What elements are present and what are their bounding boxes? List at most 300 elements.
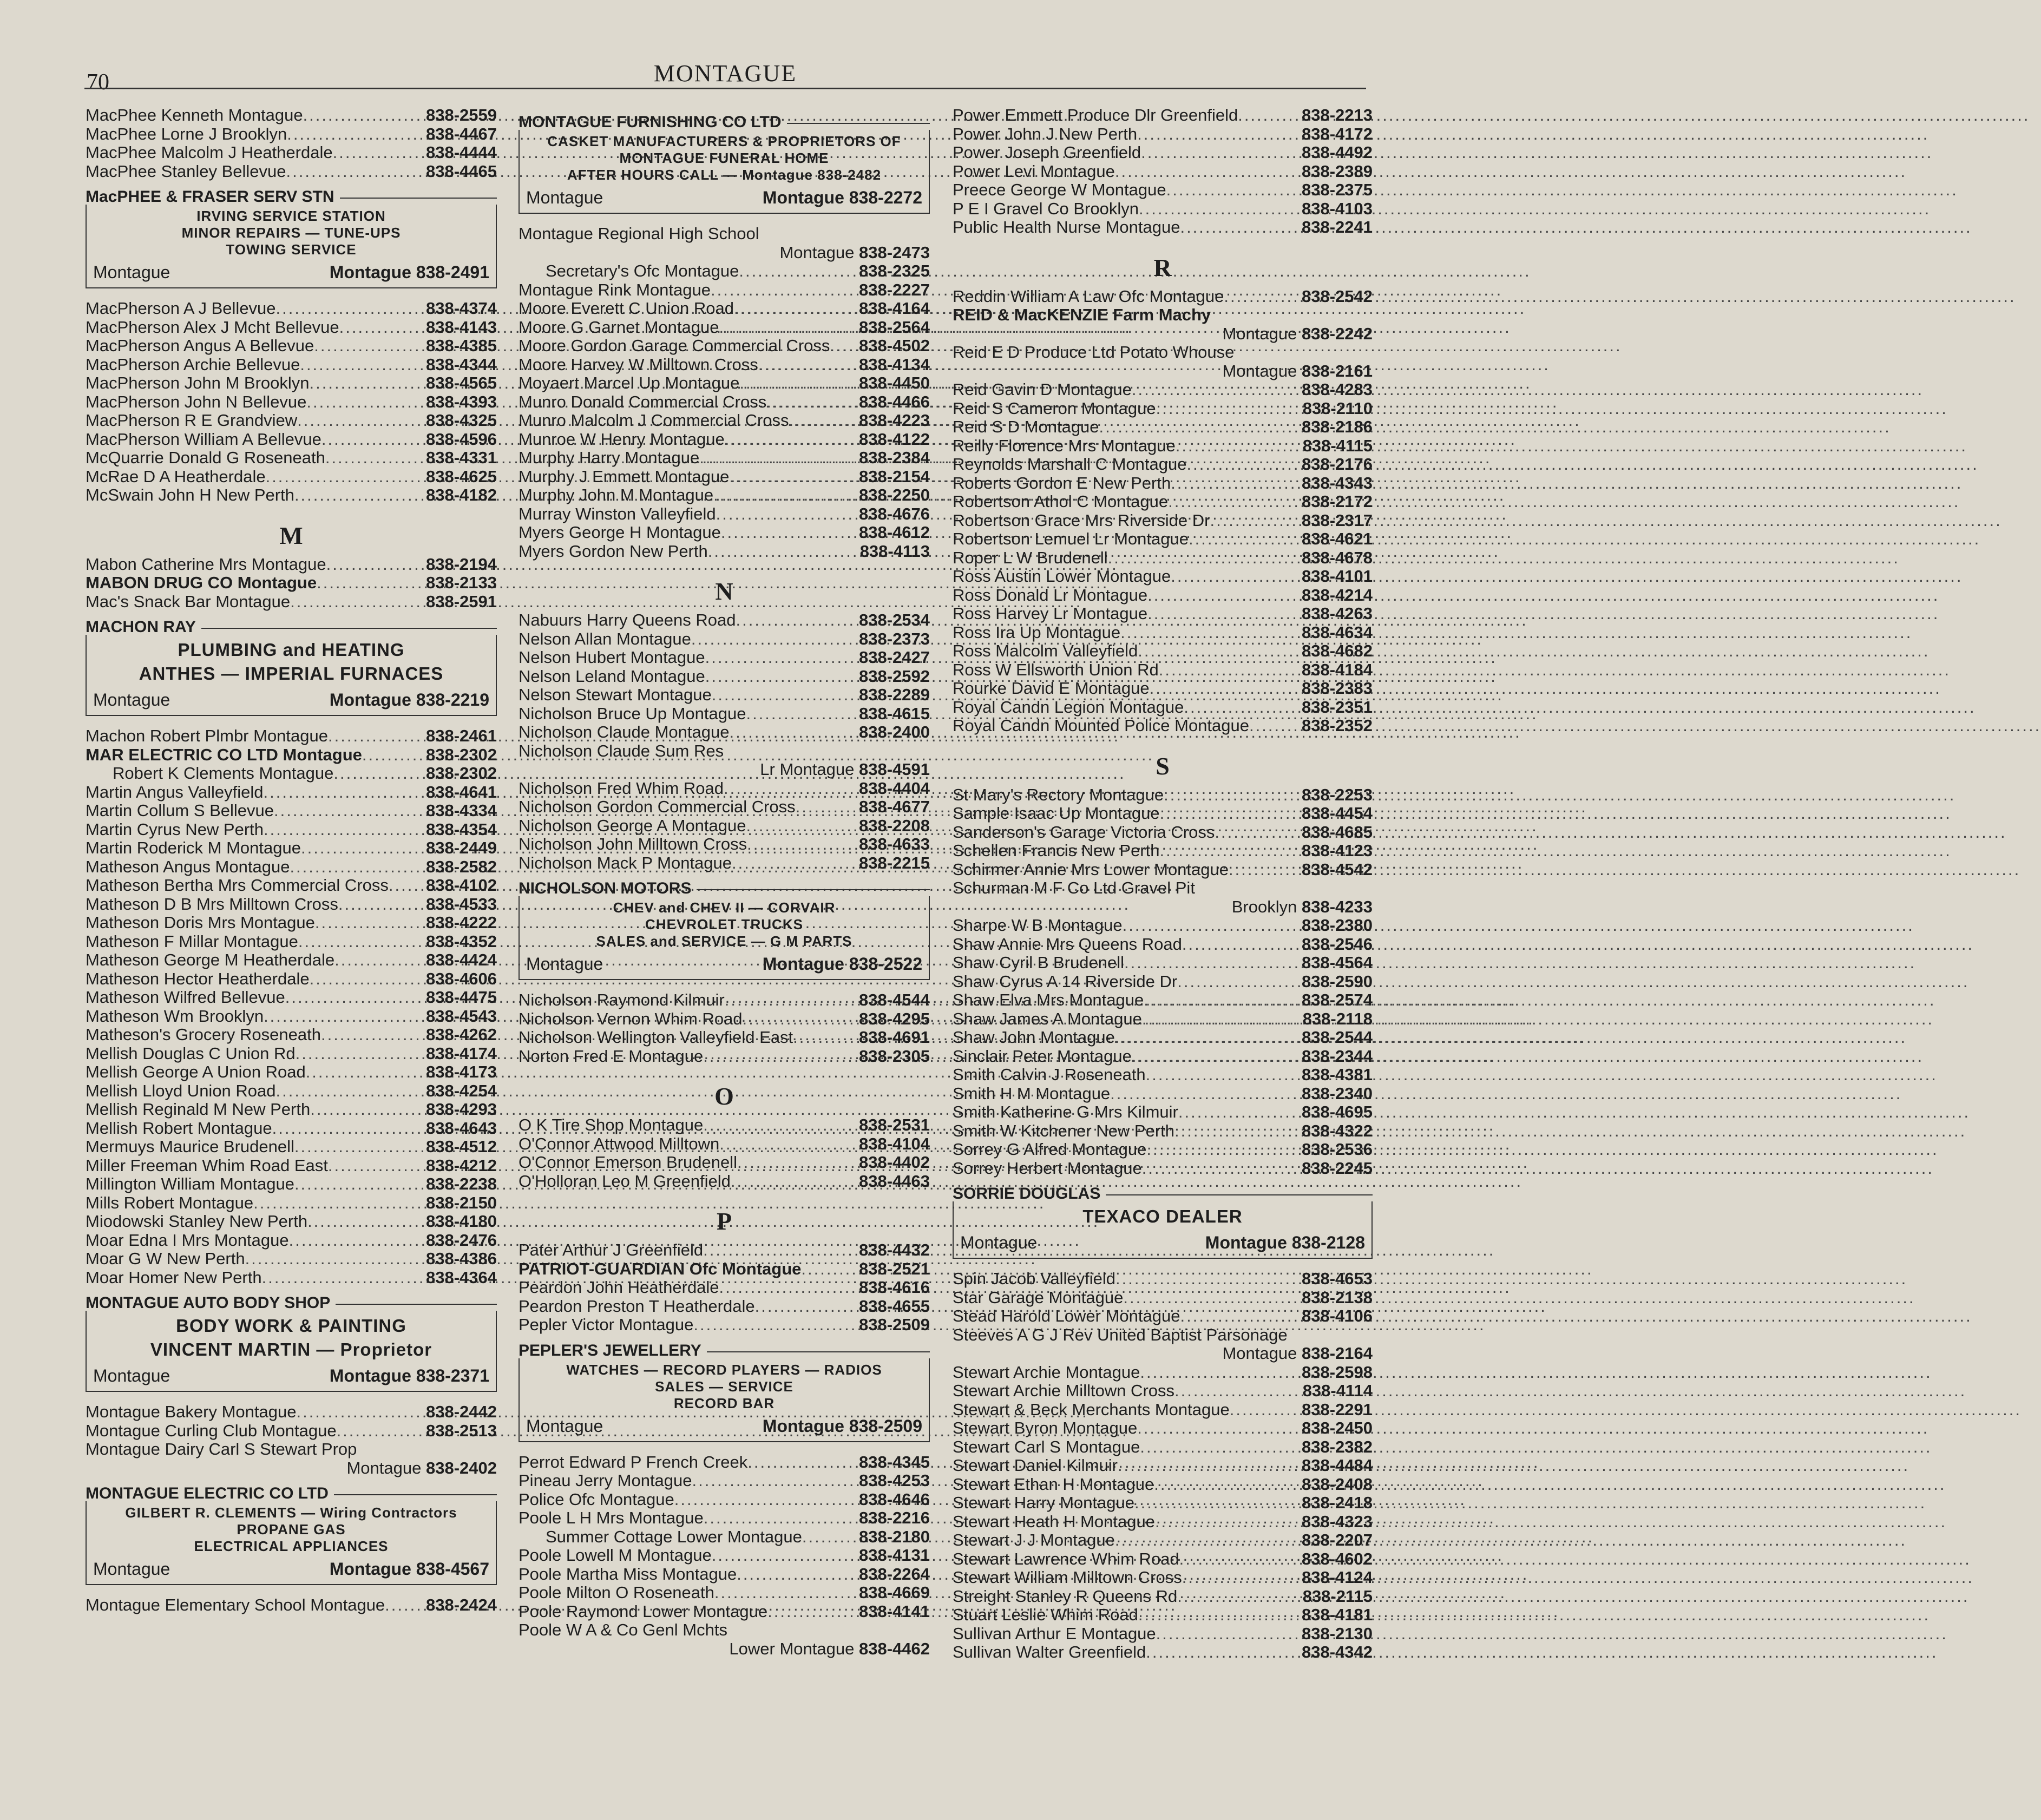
listing-entry	[86, 876, 497, 895]
ad-title-text: MACHON RAY	[86, 618, 196, 636]
ad-line: CHEV and CHEV II — CORVAIR	[613, 899, 836, 916]
leader-dots	[1174, 1382, 1303, 1401]
leader-dots	[262, 1269, 426, 1287]
leader-dots	[306, 393, 426, 412]
ad-line: VINCENT MARTIN — Proprietor	[150, 1339, 432, 1359]
listing-entry	[519, 411, 930, 430]
listing-name: Streight Stanley R Queens Rd	[953, 1586, 1178, 1606]
listing-phone: 838-2238	[425, 1174, 497, 1193]
listing-name: Mellish Robert Montague	[86, 1118, 272, 1138]
listing-name: McSwain John H New Perth	[86, 485, 294, 504]
section-letter-m: M	[279, 521, 303, 549]
listing-entry	[953, 1550, 1373, 1569]
section-letter-n: N	[715, 577, 733, 605]
listing-name: Moore Gordon Garage Commercial Cross	[519, 336, 830, 355]
listing-name: MacPherson Alex J Mcht Bellevue	[86, 317, 339, 337]
leader-dots	[691, 630, 859, 649]
ad-footer	[526, 1415, 922, 1437]
listing-entry	[953, 935, 1373, 954]
listing-phone: 838-4364	[425, 1267, 497, 1287]
listing-name: Robert K Clements Montague	[113, 764, 334, 783]
leader-dots	[303, 106, 426, 125]
leader-dots	[1249, 717, 1302, 735]
listing-entry	[953, 1122, 1373, 1141]
listing-entry	[519, 854, 930, 873]
leader-dots	[253, 1194, 426, 1213]
listing-entry	[86, 1007, 497, 1026]
listing-entry	[86, 1269, 497, 1287]
listing-entry	[86, 1231, 497, 1250]
leader-dots	[306, 1063, 426, 1082]
listing-phone: 838-4450	[858, 373, 930, 392]
leader-dots	[264, 783, 426, 802]
leader-dots	[334, 951, 426, 970]
listing-phone: 838-4113	[859, 541, 930, 561]
ad-title	[86, 1293, 497, 1313]
listing-entry	[953, 698, 1373, 717]
listing-phone: 838-4385	[425, 336, 497, 355]
listing-phone: 838-2164	[1301, 1344, 1373, 1363]
listing-entry	[953, 954, 1373, 973]
listing-entry	[953, 437, 1373, 456]
leader-dots	[693, 1316, 859, 1335]
listing-name: Shaw Elva Mrs Montague	[953, 990, 1144, 1009]
listing-entry	[86, 106, 497, 125]
listing-name: Robertson Grace Mrs Riverside Dr	[953, 510, 1210, 530]
listing-entry	[953, 1568, 1373, 1587]
listing-entry	[953, 549, 1373, 568]
listing-continuation	[519, 1640, 930, 1659]
listing-entry	[519, 817, 930, 836]
ad-place: Montague	[93, 262, 170, 282]
listing-phone: 838-2213	[1301, 106, 1373, 124]
leader-dots	[321, 430, 426, 449]
ad-phone: Montague 838-2272	[762, 188, 922, 207]
leader-dots	[766, 393, 859, 412]
listing-entry	[953, 661, 1373, 680]
leader-dots	[1210, 511, 1302, 530]
listing-name: O'Connor Emerson Brudenell	[519, 1153, 737, 1172]
listing-place: Montague	[1222, 324, 1297, 343]
listing-entry	[519, 318, 930, 337]
listing-phone: 838-4283	[1301, 380, 1373, 399]
listing-phone: 838-2176	[1301, 455, 1373, 474]
listing-entry	[86, 1026, 497, 1044]
listing-entry	[519, 1453, 930, 1472]
listing-entry	[86, 1063, 497, 1082]
leader-dots	[719, 1278, 859, 1297]
listing-phone: 838-2590	[1301, 971, 1373, 991]
listing-phone: 838-4676	[858, 504, 930, 523]
ad-footer	[526, 187, 922, 208]
leader-dots	[692, 1471, 859, 1490]
listing-phone: 838-2450	[1301, 1418, 1373, 1437]
listing-phone: 838-2544	[1301, 1028, 1373, 1047]
listing-entry	[86, 1403, 497, 1422]
listing-entry	[953, 181, 1373, 200]
listing-phone: 838-4122	[858, 429, 930, 449]
listing-entry	[953, 717, 1373, 735]
listing-entry	[86, 356, 497, 374]
listing-name: Millington William Montague	[86, 1174, 294, 1193]
ad-box	[953, 1201, 1373, 1259]
leader-dots	[1177, 973, 1302, 991]
leader-dots	[276, 1082, 426, 1101]
ad-box	[519, 130, 930, 214]
listing-phone: 838-4233	[1301, 897, 1373, 916]
listing-entry	[519, 630, 930, 649]
listing-name: MacPhee Lorne J Brooklyn	[86, 124, 287, 143]
listing-entry	[953, 1606, 1373, 1625]
listing-continuation	[519, 244, 930, 262]
listing-entry	[519, 393, 930, 412]
leader-dots	[1156, 399, 1303, 418]
listing-entry	[519, 1153, 930, 1172]
listing-phone: 838-2133	[425, 573, 497, 592]
listing-name: Stewart Ethan H Montague	[953, 1474, 1154, 1494]
listing-phone: 838-2598	[1301, 1362, 1373, 1382]
listing-entry	[953, 1085, 1373, 1103]
listing-name: Stewart Harry Montague	[953, 1493, 1134, 1512]
listing-name: Spin Jacob Valleyfield	[953, 1269, 1115, 1288]
listing-name: Nicholson Wellington Valleyfield East	[519, 1028, 793, 1047]
listing-name: Stewart Lawrence Whim Road	[953, 1549, 1179, 1568]
listing-phone: 838-2424	[425, 1595, 497, 1614]
leader-dots	[307, 1212, 426, 1231]
listing-name: Machon Robert Plmbr Montague	[86, 726, 329, 745]
listing-phone: 838-2546	[1301, 934, 1373, 954]
leader-dots	[1179, 1550, 1302, 1569]
listing-entry	[953, 1010, 1373, 1029]
ad-place: Montague	[526, 1416, 603, 1436]
listing-name: REID & MacKENZIE Farm Machy	[953, 305, 1211, 324]
listing-phone: 838-2352	[1301, 716, 1373, 735]
listing-entry	[953, 991, 1373, 1010]
leader-dots	[1159, 661, 1302, 680]
listing-phone: 838-4104	[858, 1134, 930, 1153]
ad-line: PLUMBING and HEATING	[178, 640, 405, 660]
ad-box	[86, 635, 497, 716]
ad-phone: Montague 838-2522	[762, 954, 922, 974]
ad-footer	[93, 689, 489, 711]
listing-phone: 838-2150	[425, 1193, 497, 1212]
listing-entry	[519, 1471, 930, 1490]
listing-name: Matheson Hector Heatherdale	[86, 969, 310, 988]
listing-phone: 838-4463	[858, 1171, 930, 1191]
listing-entry	[86, 1440, 497, 1459]
ad-phone: Montague 838-2128	[1205, 1233, 1365, 1252]
listing-name: Moar Homer New Perth	[86, 1267, 262, 1287]
listing-entry	[519, 611, 930, 630]
listing-phone: 838-4454	[1301, 804, 1373, 823]
listing-entry	[953, 860, 1373, 879]
listing-phone: 838-4174	[425, 1043, 497, 1063]
listing-phone: 838-4253	[858, 1471, 930, 1490]
ad-place: Montague	[93, 1559, 170, 1579]
leader-dots	[713, 486, 859, 505]
listing-entry	[86, 839, 497, 858]
listing-phone: 838-4682	[1301, 641, 1373, 660]
ad-line: GILBERT R. CLEMENTS — Wiring Contractors	[125, 1504, 457, 1521]
listing-name: Moar Edna I Mrs Montague	[86, 1230, 289, 1250]
leader-dots	[830, 337, 859, 356]
listing-phone: 838-4325	[425, 411, 497, 430]
listing-name: Poole Raymond Lower Montague	[519, 1601, 768, 1621]
leader-dots	[674, 1490, 859, 1509]
listing-phone: 838-4345	[858, 1452, 930, 1471]
leader-dots	[1144, 991, 1302, 1010]
listing-name: PATRIOT-GUARDIAN Ofc Montague	[519, 1259, 802, 1278]
listing-phone: 838-4141	[858, 1601, 930, 1621]
listing-phone: 838-2592	[858, 666, 930, 686]
listing-entry	[519, 281, 930, 300]
listing-name: Martin Cyrus New Perth	[86, 819, 264, 839]
listing-entry	[86, 1082, 497, 1101]
listing-entry	[519, 1010, 930, 1029]
leader-dots	[699, 449, 859, 468]
leader-dots	[1168, 492, 1302, 511]
listing-phone: 838-4354	[425, 819, 497, 839]
leader-dots	[296, 1403, 426, 1422]
listing-name: Nicholson Claude Montague	[519, 722, 730, 741]
listing-continuation	[953, 362, 1373, 381]
listing-name: Moore Harvey W Milltown Cross	[519, 354, 758, 374]
listing-entry	[86, 486, 497, 505]
leader-dots	[1132, 1047, 1302, 1066]
listing-phone: 838-4462	[858, 1639, 930, 1658]
listing-name: McQuarrie Donald G Roseneath	[86, 448, 325, 467]
leader-dots	[264, 1007, 426, 1026]
listing-entry	[86, 951, 497, 970]
listing-phone: 838-2531	[858, 1115, 930, 1134]
listing-entry	[953, 1513, 1373, 1532]
listing-name: Mabon Catherine Mrs Montague	[86, 554, 326, 574]
listing-phone: 838-4695	[1301, 1102, 1373, 1121]
ad-title-text: MacPHEE & FRASER SERV STN	[86, 188, 334, 206]
listing-entry	[953, 1140, 1373, 1159]
listing-phone: 838-2302	[425, 764, 497, 783]
listing-phone: 838-2253	[1301, 785, 1373, 804]
section-letter-r: R	[1153, 253, 1172, 281]
display-ad	[86, 1484, 497, 1585]
listing-entry	[519, 356, 930, 374]
display-ad	[519, 113, 930, 214]
listing-name: Reid E D Produce Ltd Potato Whouse	[953, 343, 1235, 362]
listing-entry	[519, 299, 930, 318]
leader-dots	[1115, 1028, 1302, 1047]
listing-name: Reid Gavin D Montague	[953, 380, 1132, 399]
listing-entry	[953, 418, 1373, 437]
listing-name: Stewart & Beck Merchants Montague	[953, 1400, 1230, 1419]
page-title: MONTAGUE	[653, 60, 797, 87]
leader-dots	[325, 449, 426, 468]
listing-entry	[519, 1116, 930, 1135]
listing-name: MacPherson A J Bellevue	[86, 299, 276, 318]
listing-phone: 838-2591	[425, 592, 497, 611]
ad-footer	[526, 953, 922, 975]
listing-phone: 838-4114	[1302, 1381, 1373, 1400]
ad-place: Montague	[960, 1233, 1038, 1252]
listing-name: Smith H M Montague	[953, 1083, 1111, 1103]
listing-phone: 838-4655	[858, 1296, 930, 1316]
listing-name: MacPhee Kenneth Montague	[86, 106, 303, 124]
ad-title	[953, 1184, 1373, 1204]
listing-name: Stewart Carl S Montague	[953, 1437, 1140, 1456]
leader-dots	[1146, 1140, 1302, 1159]
listing-place: Lr Montague	[760, 760, 855, 779]
listing-entry	[953, 200, 1373, 219]
ad-phone: Montague 838-4567	[329, 1559, 489, 1579]
leader-dots	[758, 356, 859, 374]
leader-dots	[1187, 455, 1302, 474]
leader-dots	[747, 835, 859, 854]
listing-phone: 838-4621	[1301, 529, 1373, 548]
listing-phone: 838-2559	[425, 106, 497, 124]
listing-phone: 838-4424	[425, 950, 497, 969]
listing-entry	[519, 225, 930, 244]
listing-phone: 838-4381	[1301, 1065, 1373, 1084]
listing-entry	[86, 932, 497, 951]
listing-place: Montague	[1222, 361, 1297, 380]
leader-dots	[1123, 916, 1302, 935]
listing-phone: 838-4633	[858, 835, 930, 853]
leader-dots	[739, 262, 859, 281]
listing-phone: 838-4565	[425, 373, 497, 392]
column-2	[519, 106, 930, 1658]
listing-entry	[519, 1565, 930, 1584]
leader-dots	[1146, 1643, 1302, 1662]
leader-dots	[1123, 1289, 1302, 1307]
ad-title-rule	[697, 889, 930, 890]
listing-phone: 838-4101	[1301, 567, 1373, 586]
listing-phone: 838-4653	[1301, 1269, 1373, 1288]
listing-entry	[953, 1456, 1373, 1475]
ad-line: WATCHES — RECORD PLAYERS — RADIOS	[566, 1361, 882, 1378]
listing-name: Nicholson Raymond Kilmuir	[519, 990, 725, 1009]
leader-dots	[1120, 623, 1302, 642]
listing-name: Murray Winston Valleyfield	[519, 504, 716, 523]
listing-entry	[519, 374, 930, 393]
listing-entry	[953, 1103, 1373, 1122]
listing-phone: 838-2154	[858, 467, 930, 486]
listing-name: Montague Rink Montague	[519, 280, 711, 299]
listing-name: Royal Candn Legion Montague	[953, 697, 1184, 717]
listing-phone: 838-4643	[425, 1118, 497, 1138]
listing-name: Public Health Nurse Montague	[953, 218, 1180, 236]
leader-dots	[721, 523, 859, 542]
listing-name: Reid S D Montague	[953, 417, 1099, 436]
listing-entry	[86, 746, 497, 765]
listing-entry	[953, 973, 1373, 991]
listing-name: Shaw James A Montague	[953, 1009, 1142, 1028]
listing-entry	[953, 1066, 1373, 1085]
listing-name: Stewart Archie Milltown Cross	[953, 1381, 1175, 1400]
leader-dots	[1099, 418, 1302, 437]
listing-phone: 838-4184	[1301, 660, 1373, 679]
listing-name: Shaw John Montague	[953, 1028, 1115, 1047]
leader-dots	[1141, 143, 1302, 162]
listing-phone: 838-4124	[1301, 1568, 1373, 1587]
listing-entry	[953, 1270, 1373, 1289]
listing-phone: 838-2289	[858, 685, 930, 704]
listing-name: Nicholson Bruce Up Montague	[519, 704, 746, 723]
display-ad	[953, 1184, 1373, 1259]
listing-phone: 838-2302	[425, 745, 497, 764]
listing-entry	[953, 1307, 1373, 1326]
listing-name: Ross Harvey Lr Montague	[953, 604, 1148, 623]
listing-phone: 838-2264	[858, 1564, 930, 1584]
listing-place: Montague	[1222, 1344, 1297, 1363]
listing-phone: 838-2245	[1301, 1158, 1373, 1178]
leader-dots	[294, 1175, 426, 1194]
listing-entry	[86, 1100, 497, 1119]
leader-dots	[1137, 1419, 1302, 1438]
ad-footer	[960, 1232, 1365, 1253]
leader-dots	[725, 430, 859, 449]
leader-dots	[1118, 1456, 1302, 1475]
listing-name: Munroe W Henry Montague	[519, 429, 725, 449]
listing-entry	[953, 306, 1373, 325]
leader-dots	[712, 686, 859, 705]
listing-name: Stead Harold Lower Montague	[953, 1306, 1180, 1325]
listing-name: Martin Collum S Bellevue	[86, 801, 274, 820]
listing-entry	[86, 1044, 497, 1063]
leader-dots	[1115, 1270, 1302, 1289]
listing-name: Star Garage Montague	[953, 1287, 1124, 1307]
listing-name: Matheson Doris Mrs Montague	[86, 913, 315, 932]
listing-entry	[953, 916, 1373, 935]
listing-phone: 838-2509	[858, 1315, 930, 1334]
leader-dots	[729, 468, 859, 487]
leader-dots	[1171, 474, 1302, 493]
listing-phone: 838-4102	[425, 876, 497, 895]
listing-name: Secretary's Ofc Montague	[546, 261, 739, 280]
listing-name: Reid S Cameron Montague	[953, 398, 1156, 418]
listing-phone: 838-2161	[1301, 361, 1373, 380]
listing-entry	[519, 1490, 930, 1509]
listing-phone: 838-2513	[425, 1421, 497, 1440]
leader-dots	[1166, 181, 1302, 200]
listing-phone: 838-2574	[1301, 990, 1373, 1009]
listing-phone: 838-4432	[858, 1240, 930, 1259]
listing-phone: 838-4172	[1301, 124, 1373, 143]
listing-phone: 838-4625	[425, 467, 497, 486]
leader-dots	[315, 914, 426, 932]
listing-phone: 838-4591	[858, 760, 930, 779]
leader-dots	[703, 1241, 859, 1260]
listing-entry	[86, 337, 497, 356]
listing-entry	[519, 779, 930, 798]
listing-name: Schurman M F Co Ltd Gravel Pit	[953, 878, 1195, 897]
ad-title-text: MONTAGUE FURNISHING CO LTD	[519, 113, 782, 131]
listing-phone: 838-2382	[1301, 1437, 1373, 1456]
listing-phone: 838-4467	[425, 124, 497, 143]
listing-entry	[953, 1625, 1373, 1644]
leader-dots	[703, 1047, 859, 1066]
listing-entry	[953, 492, 1373, 511]
ad-box	[86, 1311, 497, 1392]
leader-dots	[1229, 860, 1302, 879]
listing-phone: 838-4616	[858, 1278, 930, 1297]
listing-name: Matheson Wm Brooklyn	[86, 1006, 264, 1026]
leader-dots	[294, 1138, 426, 1157]
leader-dots	[1155, 1513, 1302, 1532]
leader-dots	[1182, 935, 1302, 954]
listing-name: MAR ELECTRIC CO LTD Montague	[86, 745, 362, 764]
listing-name: Nicholson John Milltown Cross	[519, 835, 747, 853]
leader-dots	[290, 593, 426, 612]
listing-name: Matheson Wilfred Bellevue	[86, 988, 285, 1007]
